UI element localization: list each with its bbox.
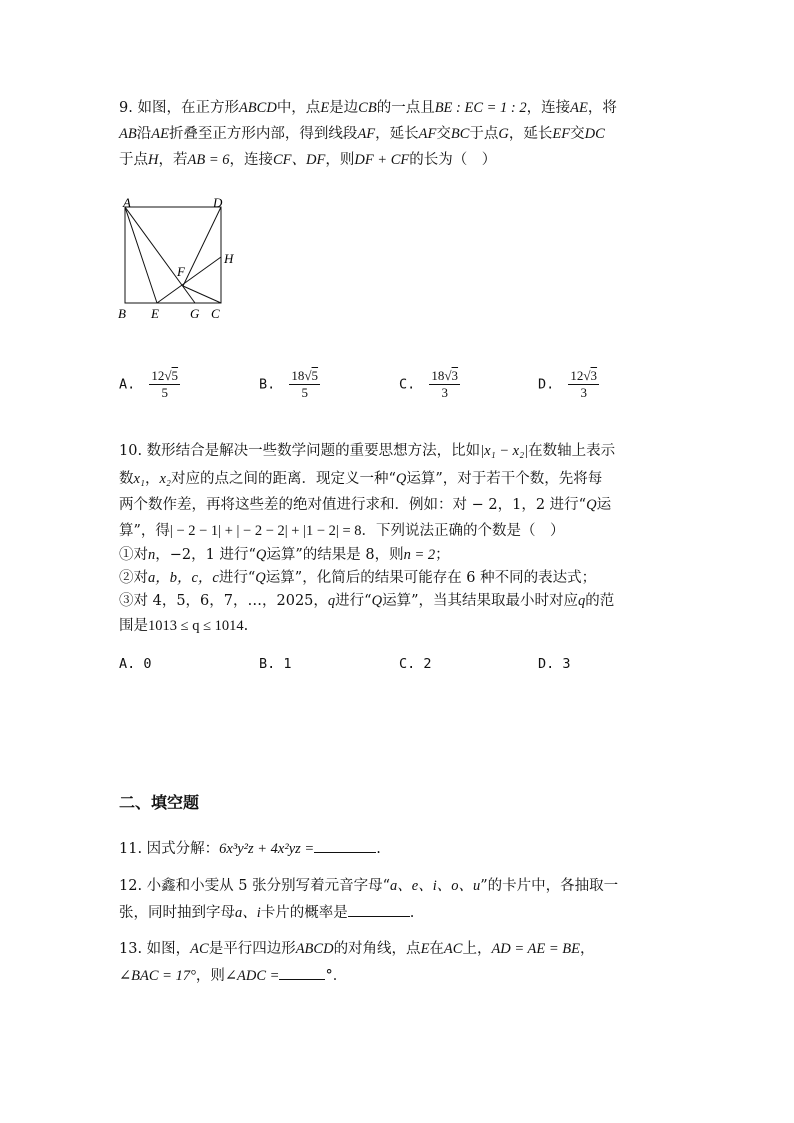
q10-statement-3-cont: 围是1013 ≤ q ≤ 1014. [119, 618, 249, 634]
label-f: F [177, 264, 185, 279]
label-b: B [118, 306, 126, 321]
q9-option-d: D. $\frac{12√3}{3}$ [538, 368, 598, 400]
fraction: $\frac{18√3}{3}$ [431, 368, 459, 400]
answer-blank[interactable] [279, 965, 325, 980]
label-c: C [211, 306, 220, 321]
sqrt-sign: √ [583, 368, 591, 383]
q10-option-d: D. 3 [538, 656, 571, 672]
q10-statement-3: ③对 4，5，6，7，…，2025，q进行“Q运算”，当其结果取最小时对应q的范 [119, 593, 615, 609]
q9-square-figure [114, 193, 244, 323]
q10-line-1: 10. 数形结合是解决一些数学问题的重要思想方法，比如|x₁ − x₂|在数轴上表示 [119, 443, 616, 459]
sqrt-sign: √ [444, 368, 452, 383]
q9-line-1: 9. 如图，在正方形ABCD中，点E是边CB的一点且BE : EC = 1 : 2，连接AE，将 [119, 100, 617, 116]
question-12-text: 12. 小鑫和小雯从 5 张分别写着元音字母“a、e、i、o、u”的卡片中，各抽取一 张，同时抽到字母a、i卡片的概率是 . [119, 878, 619, 921]
label-g: G [190, 306, 200, 321]
question-9-text [119, 95, 679, 173]
q10-option-a: A. 0 [119, 656, 152, 672]
label-a: A [123, 195, 131, 210]
sqrt-sign: √ [164, 368, 172, 383]
segment-ae [125, 207, 157, 303]
answer-blank[interactable] [314, 838, 376, 853]
label-e: E [151, 306, 159, 321]
fraction: $\frac{18√5}{5}$ [291, 368, 319, 400]
label-h: H [224, 251, 234, 266]
sqrt-sign: √ [304, 368, 312, 383]
segment-ag [125, 207, 195, 303]
label-d: D [213, 195, 223, 210]
fraction: $\frac{12√3}{3}$ [570, 368, 598, 400]
question-13-text: 13. 如图，AC是平行四边形ABCD的对角线，点E在AC上，AD = AE = BE， ∠BAC = 17°，则∠ADC = °． [119, 941, 595, 984]
q10-statement-2: ②对a，b，c，c进行“Q运算”，化简后的结果可能存在 6 种不同的表达式； [119, 570, 597, 586]
q9-line-3: 于点H，若AB = 6，连接CF、DF，则DF + CF的长为（ ） [119, 152, 497, 168]
square-abcd [125, 207, 221, 303]
q9-option-a: A. $\frac{12√5}{5}$ [119, 368, 179, 400]
q10-option-c: C. 2 [399, 656, 432, 672]
q9-option-c: C. $\frac{18√3}{3}$ [399, 368, 459, 400]
q10-option-b: B. 1 [259, 656, 292, 672]
q10-line-4: 算”，得| − 2 − 1| + | − 2 − 2| + |1 − 2| = 8．下列说法正确的个数是（ ） [119, 523, 565, 539]
q9-option-b: B. $\frac{18√5}{5}$ [259, 368, 319, 400]
question-11-text: 11. 因式分解：6x³y²z + 4x²yz = . [119, 836, 679, 862]
fraction: $\frac{12√5}{5}$ [151, 368, 179, 400]
section-title: 二、填空题 [119, 793, 200, 812]
q10-statement-1: ①对n，−2，1 进行“Q运算”的结果是 8，则n = 2； [119, 547, 450, 563]
q10-line-3: 两个数作差，再将这些差的绝对值进行求和．例如：对 − 2，1，2 进行“Q运 [119, 497, 612, 513]
answer-blank[interactable] [348, 902, 410, 917]
q9-line-2: AB沿AE折叠至正方形内部，得到线段AF，延长AF交BC于点G，延长EF交DC [119, 126, 605, 142]
question-10-text [119, 438, 679, 639]
segment-df [183, 207, 221, 286]
q10-line-2: 数x₁，x₂对应的点之间的距离．现定义一种“Q运算”，对于若干个数，先将每 [119, 471, 603, 487]
